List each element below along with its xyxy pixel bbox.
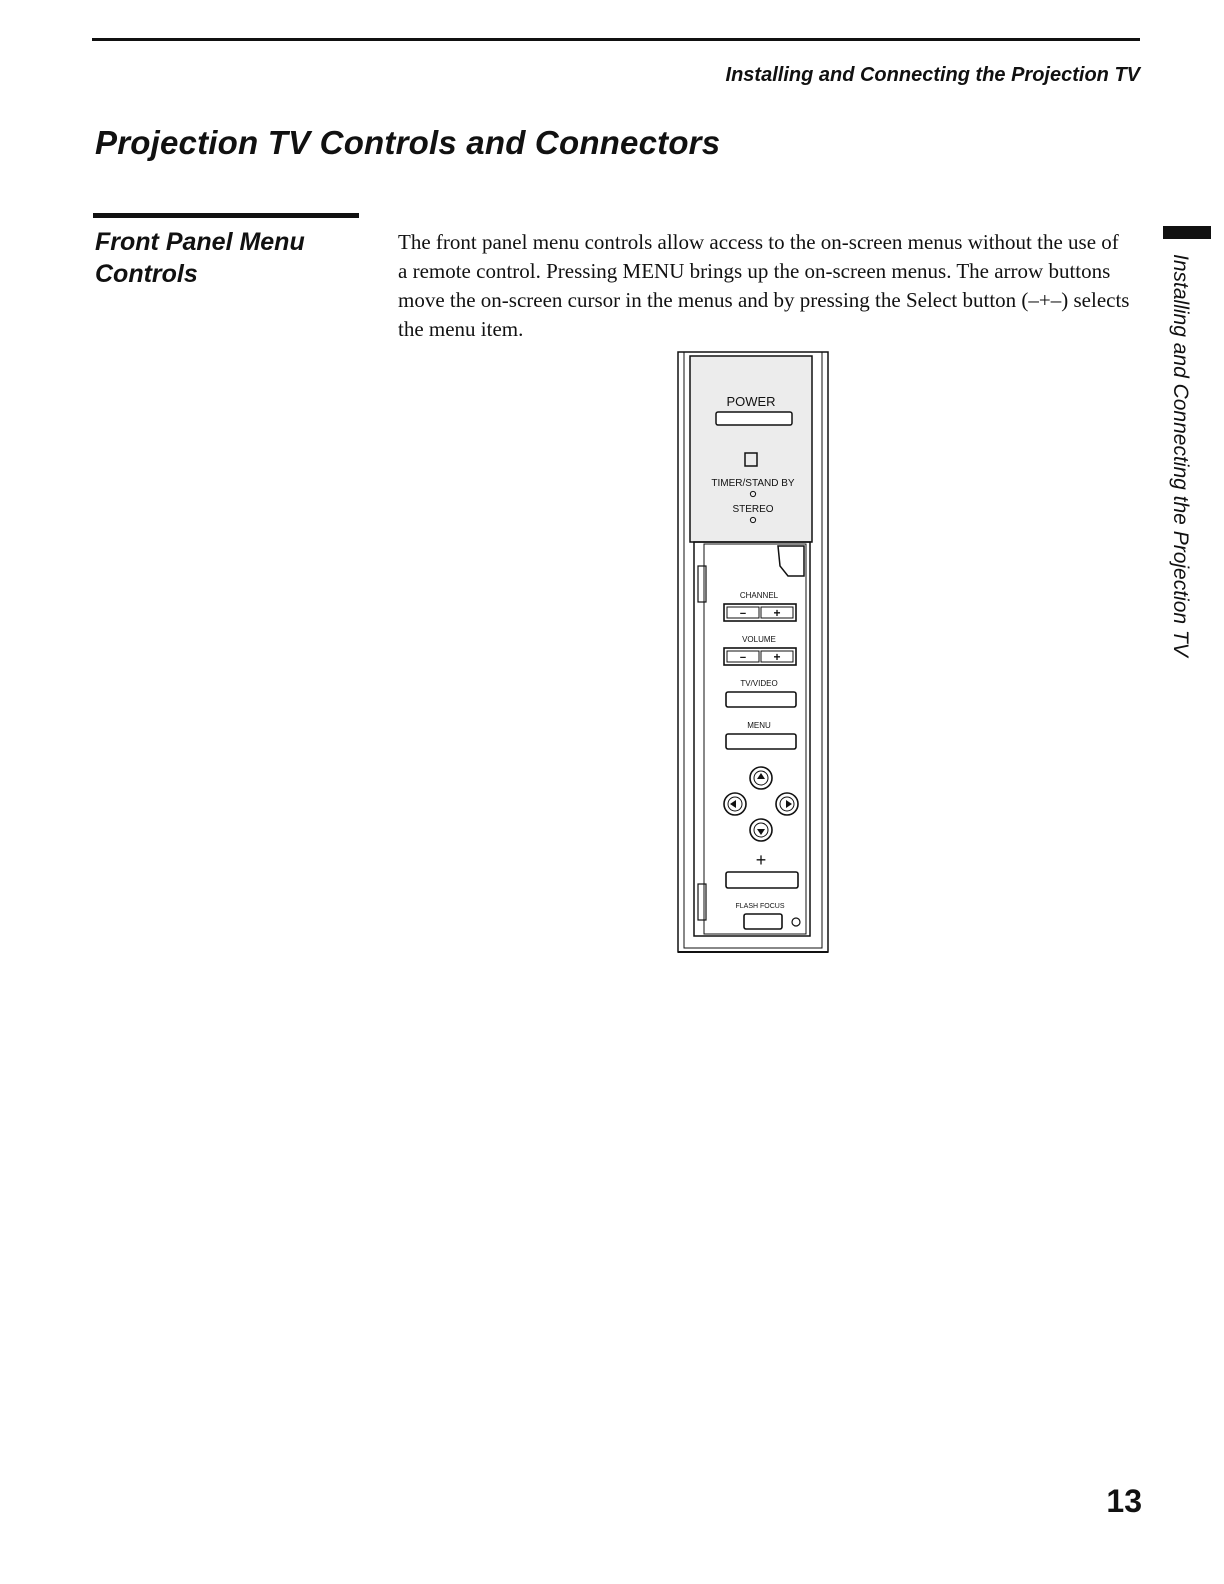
volume-label: VOLUME: [742, 635, 776, 644]
flash-focus-label: FLASH FOCUS: [735, 903, 785, 910]
volume-minus-glyph: −: [739, 652, 747, 664]
upper-hinge: [698, 566, 706, 602]
menu-label: MENU: [747, 721, 771, 730]
channel-plus-glyph: +: [773, 606, 781, 620]
power-button[interactable]: [716, 412, 792, 425]
lower-hinge: [698, 884, 706, 920]
menu-button[interactable]: [726, 734, 796, 749]
page-number: 13: [1106, 1483, 1142, 1519]
select-button[interactable]: [726, 872, 798, 888]
timer-standby-label: TIMER/STAND BY: [711, 478, 795, 489]
flash-focus-led: [792, 918, 800, 926]
ir-sensor-window: [778, 546, 804, 576]
arrow-right-button[interactable]: [776, 793, 798, 815]
page-title: Projection TV Controls and Connectors: [95, 124, 721, 161]
arrow-down-button[interactable]: [750, 819, 772, 841]
power-label: POWER: [726, 394, 776, 409]
volume-plus-glyph: +: [773, 650, 781, 664]
section-body-text: The front panel menu controls allow access to the on-screen menus without the use of a remote control. Pressing MENU brings up the on-screen menus. The arrow buttons move the on-screen cursor in the menus and by pressing the Select button (–+–) selects the menu item.: [398, 230, 1130, 341]
select-symbol: +: [755, 850, 767, 870]
side-tab-text: Installing and Connecting the Projection TV: [1169, 254, 1192, 657]
front-panel-illustration: [672, 348, 834, 960]
flash-focus-button[interactable]: [744, 914, 782, 929]
arrow-left-button[interactable]: [724, 793, 746, 815]
top-rule: [92, 38, 1140, 41]
side-tab-marker: [1163, 226, 1211, 239]
section-title: Front Panel Menu Controls: [95, 228, 305, 288]
channel-minus-glyph: −: [739, 608, 747, 620]
arrow-up-button[interactable]: [750, 767, 772, 789]
front-panel-figure: [672, 348, 834, 960]
running-header: Installing and Connecting the Projection TV: [725, 64, 1140, 86]
section-rule: [93, 213, 359, 218]
tv-video-button[interactable]: [726, 692, 796, 707]
tv-video-label: TV/VIDEO: [740, 679, 778, 688]
stereo-label: STEREO: [732, 504, 774, 515]
channel-label: CHANNEL: [739, 591, 779, 600]
